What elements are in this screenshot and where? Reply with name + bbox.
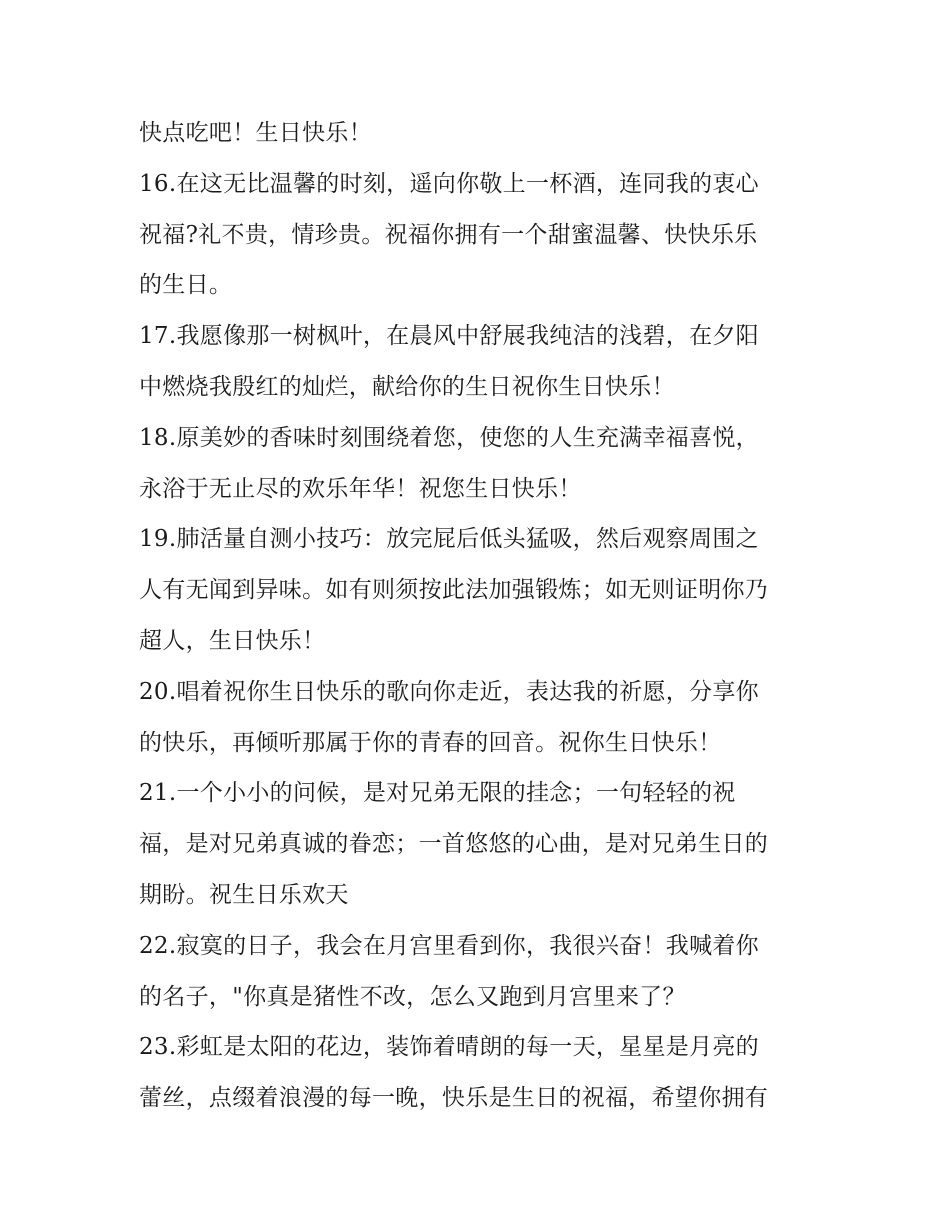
text-line: 的生日。	[139, 272, 233, 299]
text-line: 18.原美妙的香味时刻围绕着您，使您的人生充满幸福喜悦，	[139, 424, 759, 451]
text-line: 快点吃吧！生日快乐！	[139, 120, 372, 146]
text-line: 23.彩虹是太阳的花边，装饰着晴朗的每一天，星星是月亮的	[139, 1034, 759, 1061]
document-body	[139, 108, 829, 1124]
text-line: 21.一个小小的问候，是对兄弟无限的挂念；一句轻轻的祝	[139, 780, 736, 807]
text-line: 17.我愿像那一树枫叶，在晨风中舒展我纯洁的浅碧，在夕阳	[139, 323, 759, 350]
text-line: 蕾丝，点缀着浪漫的每一晚，快乐是生日的祝福，希望你拥有	[139, 1085, 769, 1112]
text-line: 永浴于无止尽的欢乐年华！祝您生日快乐！	[139, 475, 582, 502]
text-line: 期盼。祝生日乐欢天	[139, 881, 349, 908]
text-line: 20.唱着祝你生日快乐的歌向你走近，表达我的祈愿，分享你	[139, 678, 759, 705]
text-line: 福，是对兄弟真诚的眷恋；一首悠悠的心曲，是对兄弟生日的	[139, 831, 769, 858]
text-line: 祝福?礼不贵，情珍贵。祝福你拥有一个甜蜜温馨、快快乐乐	[139, 221, 758, 248]
text-line: 22.寂寞的日子，我会在月宫里看到你，我很兴奋！我喊着你	[139, 932, 759, 959]
text-line: 中燃烧我殷红的灿烂，献给你的生日祝你生日快乐！	[139, 373, 675, 400]
text-line: 的名子，"你真是猪性不改，怎么又跑到月宫里来了？	[139, 983, 686, 1010]
text-line: 超人，生日快乐！	[139, 627, 326, 654]
text-line: 的快乐，再倾听那属于你的青春的回音。祝你生日快乐！	[139, 729, 722, 756]
text-line: 人有无闻到异味。如有则须按此法加强锻炼；如无则证明你乃	[139, 577, 769, 604]
text-line: 19.肺活量自测小技巧：放完屁后低头猛吸，然后观察周围之	[139, 526, 759, 553]
text-line: 16.在这无比温馨的时刻，遥向你敬上一杯酒，连同我的衷心	[139, 170, 759, 197]
